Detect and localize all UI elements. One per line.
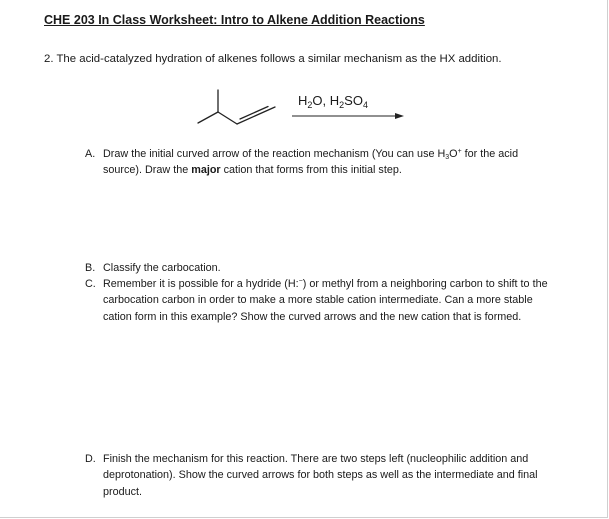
part-b-text: Classify the carbocation. — [103, 262, 221, 274]
part-d-text: Finish the mechanism for this reaction. There are two steps left (nucleophilic addition and deprotonation). Show the curved arrows for both steps as well as the intermediate and final product. — [103, 453, 538, 498]
part-b — [85, 260, 555, 276]
part-d-letter: D. — [85, 453, 96, 465]
question-2-prompt: 2. The acid-catalyzed hydration of alkenes follows a similar mechanism as the HX addition. — [44, 53, 502, 65]
part-a-text: Draw the initial curved arrow of the reaction mechanism (You can use H3O+ for the acid source). Draw the major cation that forms from this initial step. — [103, 148, 519, 177]
part-a — [85, 146, 555, 179]
part-c-text: Remember it is possible for a hydride (H:−) or methyl from a neighboring carbon to shift to the carbocation carbon in order to make a more stable cation intermediate. Can a more stable cation form in this example? Show the curved arrows and the new cation that is formed. — [103, 278, 548, 323]
part-a-letter: A. — [85, 148, 96, 160]
alkene-structure-icon — [196, 88, 276, 130]
part-c-letter: C. — [85, 278, 96, 290]
part-b-letter: B. — [85, 262, 96, 274]
reaction-arrow-icon — [292, 111, 404, 121]
part-c — [85, 276, 555, 325]
worksheet-title: CHE 203 In Class Worksheet: Intro to Alkene Addition Reactions — [44, 13, 425, 27]
reaction-reagents: $H_2O$, $H_2SO_4$ — [298, 93, 368, 110]
part-d — [85, 451, 555, 500]
